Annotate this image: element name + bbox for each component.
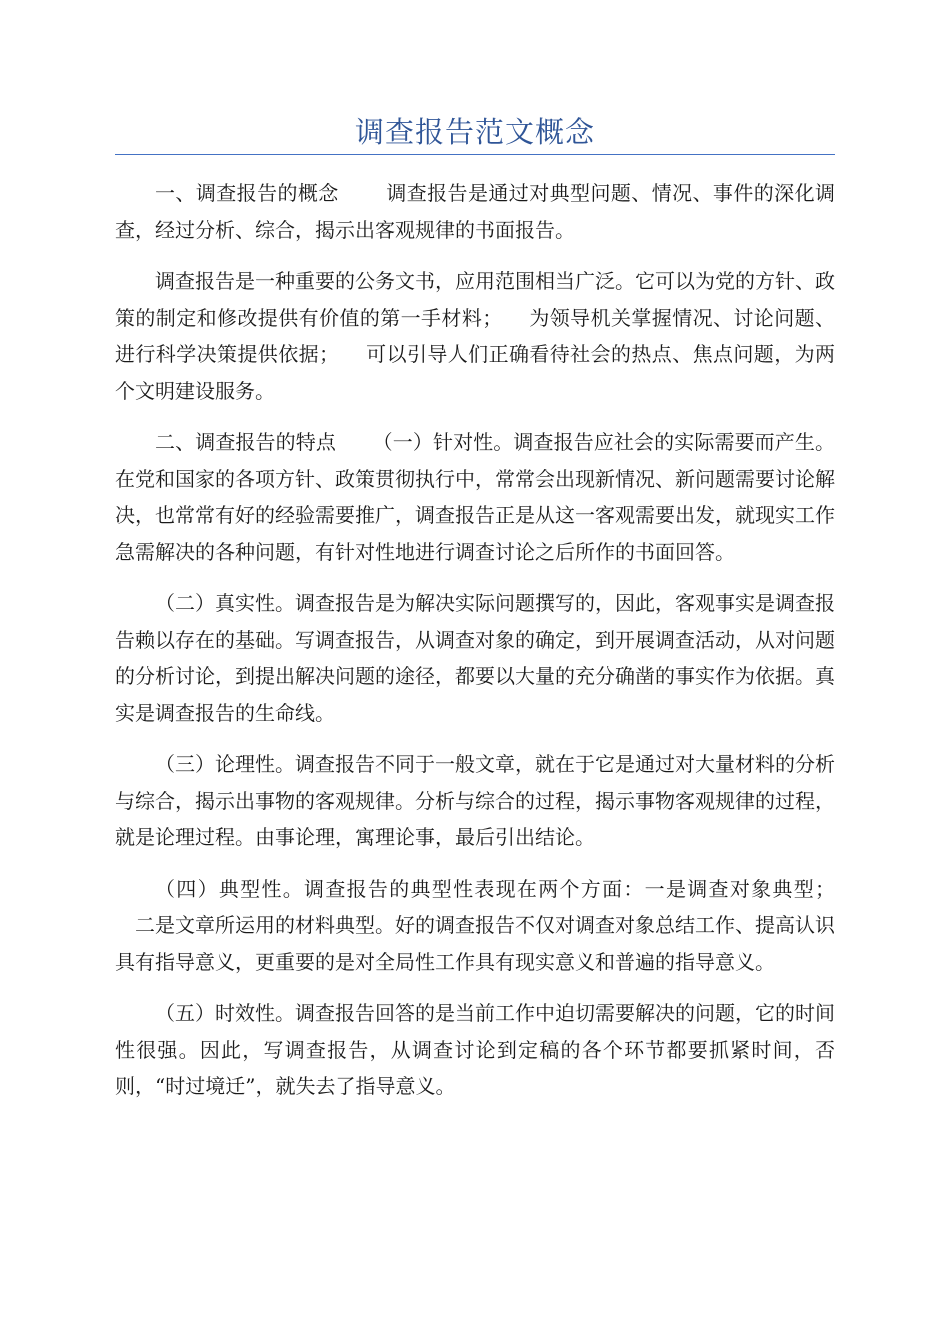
- paragraph-pertinence: 二、调查报告的特点 （一）针对性。调查报告应社会的实际需要而产生。在党和国家的各项方针、政策贯彻执行中，常常会出现新情况、新问题需要讨论解决，也常常有好的经验需要推广，调查报告正是从这一客观需要出发，就现实工作急需解决的各种问题，有针对性地进行调查讨论之后所作的书面回答。: [115, 430, 835, 564]
- paragraph-typicality: （四）典型性。调查报告的典型性表现在两个方面：一是调查对象典型； 二是文章所运用的材料典型。好的调查报告不仅对调查对象总结工作、提高认识具有指导意义，更重要的是对全局性工作具有现实意义和普遍的指导意义。: [115, 876, 835, 974]
- paragraph-timeliness: （五）时效性。调查报告回答的是当前工作中迫切需要解决的问题，它的时间性很强。因此，写调查报告，从调查讨论到定稿的各个环节都要抓紧时间，否则，“时过境迁”，就失去了指导意义。: [115, 1001, 835, 1098]
- paragraph-authenticity: （二）真实性。调查报告是为解决实际问题撰写的，因此，客观事实是调查报告赖以存在的基础。写调查报告，从调查对象的确定，到开展调查活动，从对问题的分析讨论，到提出解决问题的途径，都要以大量的充分确凿的事实作为依据。真实是调查报告的生命线。: [115, 591, 835, 725]
- paragraph-importance: 调查报告是一种重要的公务文书，应用范围相当广泛。它可以为党的方针、政策的制定和修改提供有价值的第一手材料； 为领导机关掌握情况、讨论问题、进行科学决策提供依据； 可以引导人们正确看待社会的热点、焦点问题，为两个文明建设服务。: [115, 269, 835, 403]
- document-body: [115, 175, 835, 1120]
- title-underline: [115, 154, 835, 155]
- paragraph-concept: 一、调查报告的概念 调查报告是通过对典型问题、情况、事件的深化调查，经过分析、综合，揭示出客观规律的书面报告。: [115, 181, 835, 242]
- paragraph-reasoning: （三）论理性。调查报告不同于一般文章，就在于它是通过对大量材料的分析与综合，揭示出事物的客观规律。分析与综合的过程，揭示事物客观规律的过程，就是论理过程。由事论理，寓理论事，最后引出结论。: [115, 752, 835, 849]
- document-title: 调查报告范文概念: [354, 115, 595, 149]
